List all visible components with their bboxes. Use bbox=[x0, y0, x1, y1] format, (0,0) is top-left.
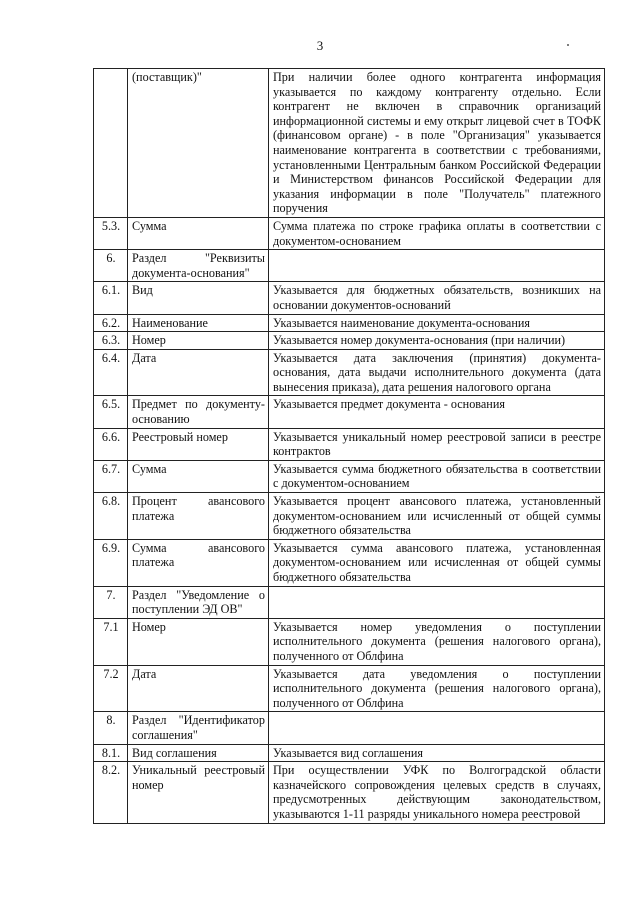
table-row bbox=[94, 250, 605, 282]
scan-speck bbox=[567, 44, 569, 46]
table-row bbox=[94, 712, 605, 744]
row-number: 7. bbox=[94, 586, 128, 618]
field-description: Указывается уникальный номер реестровой записи в реестре контрактов bbox=[269, 428, 605, 460]
row-number: 7.1 bbox=[94, 618, 128, 665]
field-name: (поставщик)" bbox=[128, 69, 269, 218]
table-row bbox=[94, 314, 605, 332]
field-name: Уникальный реестровый номер bbox=[128, 762, 269, 823]
field-description: При осуществлении УФК по Волгоградской области казначейского сопровождения целевых средств в случаях, предусмотренных действующим законодательством, указываются 1-11 разряды уникального номера реестровой bbox=[269, 762, 605, 823]
table-row bbox=[94, 539, 605, 586]
page-number: 3 bbox=[316, 38, 324, 53]
field-description bbox=[269, 712, 605, 744]
table-row bbox=[94, 586, 605, 618]
field-name: Дата bbox=[128, 349, 269, 396]
field-description: Указывается дата уведомления о поступлении исполнительного документа (решения налогового органа), полученного от Облфина bbox=[269, 665, 605, 712]
field-name: Реестровый номер bbox=[128, 428, 269, 460]
table-row bbox=[94, 217, 605, 249]
table-row bbox=[94, 762, 605, 823]
field-name: Предмет по документу-основанию bbox=[128, 396, 269, 428]
field-name: Процент авансового платежа bbox=[128, 493, 269, 540]
table-row bbox=[94, 69, 605, 218]
field-name: Раздел "Идентификатор соглашения" bbox=[128, 712, 269, 744]
row-number: 8. bbox=[94, 712, 128, 744]
field-name: Вид соглашения bbox=[128, 744, 269, 762]
requirements-table bbox=[93, 68, 605, 824]
field-name: Сумма bbox=[128, 460, 269, 492]
field-description: Сумма платежа по строке графика оплаты в соответствии с документом-основанием bbox=[269, 217, 605, 249]
field-description: Указывается процент авансового платежа, установленный документом-основанием или исчисленный от общей суммы бюджетного обязательства bbox=[269, 493, 605, 540]
table-row bbox=[94, 744, 605, 762]
row-number: 6.3. bbox=[94, 332, 128, 350]
table-row bbox=[94, 396, 605, 428]
row-number: 6.9. bbox=[94, 539, 128, 586]
field-description: Указывается вид соглашения bbox=[269, 744, 605, 762]
row-number: 6.1. bbox=[94, 282, 128, 314]
field-description: Указывается сумма авансового платежа, установленная документом-основанием или исчисленная от общей суммы бюджетного обязательства bbox=[269, 539, 605, 586]
field-name: Номер bbox=[128, 332, 269, 350]
field-name: Сумма bbox=[128, 217, 269, 249]
table-row bbox=[94, 428, 605, 460]
row-number: 6.8. bbox=[94, 493, 128, 540]
field-description: Указывается для бюджетных обязательств, возникших на основании документов-оснований bbox=[269, 282, 605, 314]
field-description: Указывается номер уведомления о поступлении исполнительного документа (решения налогового органа), полученного от Облфина bbox=[269, 618, 605, 665]
field-name: Номер bbox=[128, 618, 269, 665]
field-name: Дата bbox=[128, 665, 269, 712]
row-number bbox=[94, 69, 128, 218]
field-description bbox=[269, 586, 605, 618]
field-name: Наименование bbox=[128, 314, 269, 332]
field-name: Раздел "Реквизиты документа-основания" bbox=[128, 250, 269, 282]
row-number: 6.7. bbox=[94, 460, 128, 492]
table-row bbox=[94, 665, 605, 712]
row-number: 5.3. bbox=[94, 217, 128, 249]
row-number: 6. bbox=[94, 250, 128, 282]
row-number: 6.6. bbox=[94, 428, 128, 460]
field-description bbox=[269, 250, 605, 282]
row-number: 6.4. bbox=[94, 349, 128, 396]
table-row bbox=[94, 332, 605, 350]
field-name: Сумма авансового платежа bbox=[128, 539, 269, 586]
field-description: Указывается предмет документа - основания bbox=[269, 396, 605, 428]
row-number: 6.2. bbox=[94, 314, 128, 332]
field-name: Вид bbox=[128, 282, 269, 314]
table-row bbox=[94, 282, 605, 314]
table-row bbox=[94, 349, 605, 396]
row-number: 8.2. bbox=[94, 762, 128, 823]
field-description: Указывается дата заключения (принятия) документа-основания, дата выдачи исполнительного документа (дата вынесения приказа), дата решения налогового органа bbox=[269, 349, 605, 396]
field-description: Указывается номер документа-основания (при наличии) bbox=[269, 332, 605, 350]
field-description: Указывается наименование документа-основания bbox=[269, 314, 605, 332]
row-number: 6.5. bbox=[94, 396, 128, 428]
field-description: Указывается сумма бюджетного обязательства в соответствии с документом-основанием bbox=[269, 460, 605, 492]
row-number: 8.1. bbox=[94, 744, 128, 762]
row-number: 7.2 bbox=[94, 665, 128, 712]
table-row bbox=[94, 493, 605, 540]
field-name: Раздел "Уведомление о поступлении ЭД ОВ" bbox=[128, 586, 269, 618]
field-description: При наличии более одного контрагента информация указывается по каждому контрагенту отдельно. Если контрагент не включен в справочник организаций информационной системы и ему открыт лицевой счет в ТОФК (финансовом органе) - в поле "Организация" указывается наименование контрагента в соответствии с требованиями, установленными Центральным банком Российской Федерации и Министерством финансов Российской Федерации для указания информации в поле "Получатель" платежного поручения bbox=[269, 69, 605, 218]
table-row bbox=[94, 460, 605, 492]
table-row bbox=[94, 618, 605, 665]
